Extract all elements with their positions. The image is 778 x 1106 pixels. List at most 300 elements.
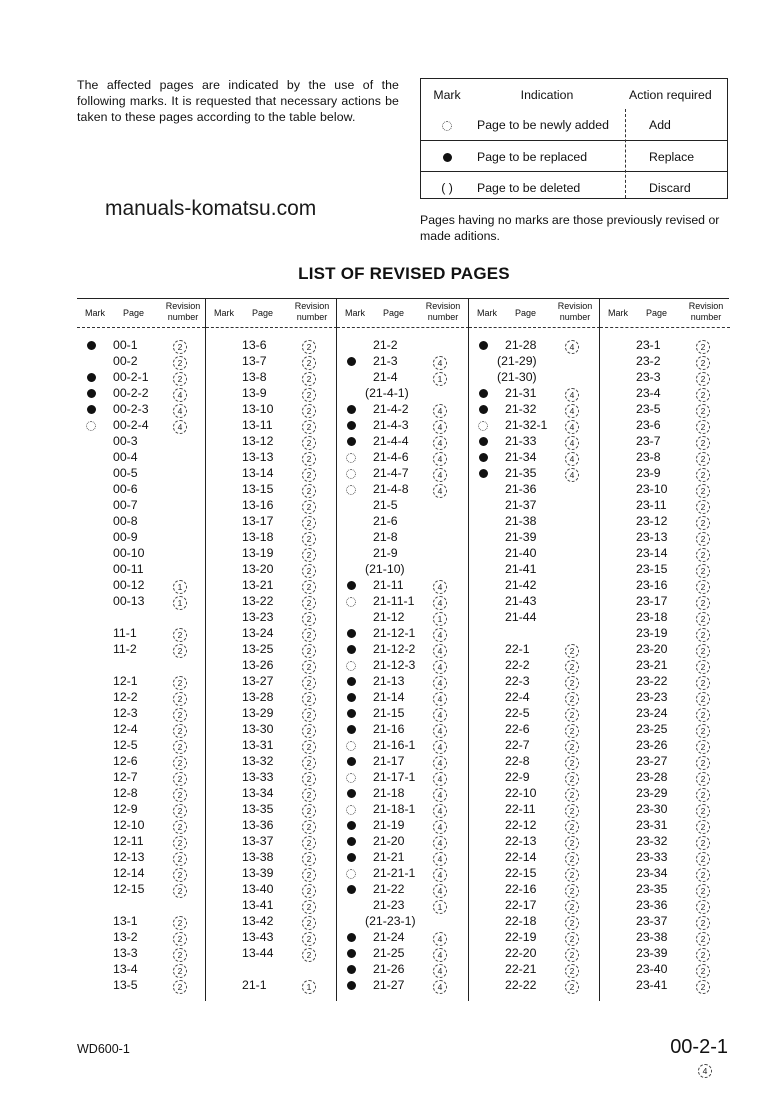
table-row: [77, 370, 205, 386]
revision-cell: [565, 707, 579, 721]
revision-cell: [173, 339, 187, 353]
page-cell: 13-4: [113, 962, 138, 976]
table-row: [77, 450, 205, 466]
revision-cell: [696, 435, 710, 449]
revision-circle-icon: 4: [433, 852, 447, 866]
header-page: Page: [646, 308, 668, 318]
page-cell: 23-25: [636, 722, 668, 736]
revision-cell: [433, 467, 447, 481]
revision-cell: [696, 755, 710, 769]
page-cell: 21-2: [373, 338, 398, 352]
table-row: [600, 754, 730, 770]
revision-circle-icon: 2: [696, 772, 710, 786]
page-cell: 22-10: [505, 786, 537, 800]
page-cell: 13-26: [242, 658, 274, 672]
table-row: [337, 786, 469, 802]
page-cell: 22-2: [505, 658, 530, 672]
revision-circle-icon: 2: [565, 964, 579, 978]
revision-circle-icon: 2: [696, 644, 710, 658]
page-cell: 13-41: [242, 898, 274, 912]
page-cell: 12-5: [113, 738, 138, 752]
table-row: [600, 578, 730, 594]
page-cell: 21-18: [373, 786, 405, 800]
table-row: [206, 578, 337, 594]
page-cell: 23-10: [636, 482, 668, 496]
revision-cell: [433, 787, 447, 801]
revision-cell: [302, 739, 316, 753]
revision-cell: [565, 579, 579, 593]
header-page: Page: [123, 308, 145, 318]
filled-circle-icon: [345, 434, 357, 449]
header-page: Page: [383, 308, 405, 318]
page-cell: 13-44: [242, 946, 274, 960]
revision-cell: [565, 755, 579, 769]
revision-cell: [302, 819, 316, 833]
revision-circle-icon: 2: [565, 644, 579, 658]
revision-circle-icon: 2: [302, 356, 316, 370]
revision-circle-icon: 4: [565, 452, 579, 466]
revision-cell: [433, 963, 447, 977]
revision-cell: [565, 611, 579, 625]
revision-cell: [173, 899, 187, 913]
revision-circle-icon: 4: [173, 420, 187, 434]
filled-circle-icon: [345, 418, 357, 433]
revision-circle-icon: 2: [696, 564, 710, 578]
open-circle-icon: [345, 738, 357, 754]
table-row: [206, 914, 337, 930]
revision-circle-icon: 2: [302, 708, 316, 722]
page-cell: 22-3: [505, 674, 530, 688]
page-cell: 23-11: [636, 498, 667, 512]
revision-circle-icon: 4: [433, 436, 447, 450]
revision-circle-icon: 2: [696, 788, 710, 802]
revision-circle-icon: 2: [565, 660, 579, 674]
page-cell: 00-1: [113, 338, 138, 352]
page-cell: 13-43: [242, 930, 274, 944]
filled-circle-icon: [345, 882, 357, 897]
page-cell: 12-6: [113, 754, 138, 768]
page-cell: 23-23: [636, 690, 668, 704]
revision-cell: [696, 403, 710, 417]
table-row: [77, 914, 205, 930]
page-cell: 21-18-1: [373, 802, 416, 816]
revision-circle-icon: 2: [302, 516, 316, 530]
table-row: [600, 498, 730, 514]
revision-circle-icon: 4: [173, 404, 187, 418]
revision-circle-icon: 2: [302, 836, 316, 850]
table-row: [337, 530, 469, 546]
table-row: [77, 690, 205, 706]
table-row: [469, 578, 600, 594]
revision-cell: [565, 883, 579, 897]
page-cell: 21-6: [373, 514, 398, 528]
revision-cell: [302, 787, 316, 801]
revision-cell: [173, 563, 187, 577]
table-row: [206, 626, 337, 642]
filled-circle-icon: [477, 338, 489, 353]
revision-cell: [696, 963, 710, 977]
revision-cell: [696, 707, 710, 721]
table-row: [206, 610, 337, 626]
revision-circle-icon: 2: [302, 580, 316, 594]
page-cell: 21-13: [373, 674, 405, 688]
filled-circle-icon: [345, 850, 357, 865]
table-row: [77, 338, 205, 354]
page-cell: 23-33: [636, 850, 668, 864]
page-cell: 13-2: [113, 930, 138, 944]
revision-cell: [433, 851, 447, 865]
page-cell: 23-31: [636, 818, 668, 832]
footer-model: WD600-1: [77, 1042, 130, 1056]
revision-cell: [565, 851, 579, 865]
table-row: [77, 802, 205, 818]
revision-circle-icon: 2: [696, 804, 710, 818]
page-cell: 13-35: [242, 802, 274, 816]
revision-cell: [696, 691, 710, 705]
revision-circle-icon: 4: [433, 676, 447, 690]
page-cell: 23-6: [636, 418, 661, 432]
revision-cell: [302, 339, 316, 353]
page-cell: 22-13: [505, 834, 537, 848]
revision-cell: [302, 755, 316, 769]
column-header: [77, 299, 205, 328]
table-row: [600, 610, 730, 626]
table-row: [206, 866, 337, 882]
revision-circle-icon: 2: [696, 372, 710, 386]
revision-cell: [173, 499, 187, 513]
revision-cell: [433, 419, 447, 433]
revision-circle-icon: 2: [565, 740, 579, 754]
page-cell: 12-1: [113, 674, 138, 688]
revision-circle-icon: 2: [696, 484, 710, 498]
header-mark: Mark: [345, 308, 365, 318]
revision-circle-icon: 4: [433, 836, 447, 850]
page-cell: 13-21: [242, 578, 274, 592]
table-row: [206, 690, 337, 706]
table-row: [337, 866, 469, 882]
page-cell: 21-12-2: [373, 642, 416, 656]
revision-circle-icon: 2: [173, 852, 187, 866]
table-row: [337, 354, 469, 370]
page-cell: 21-31: [505, 386, 537, 400]
revision-circle-icon: 4: [565, 404, 579, 418]
table-row: [600, 482, 730, 498]
revision-circle-icon: 4: [433, 644, 447, 658]
filled-circle-icon: [85, 370, 97, 385]
legend-header-action: Action required: [629, 88, 712, 102]
revision-cell: [565, 803, 579, 817]
revision-cell: [173, 659, 187, 673]
page-cell: 13-17: [242, 514, 274, 528]
table-row: [77, 834, 205, 850]
table-row: [600, 978, 730, 994]
page-cell: 13-9: [242, 386, 267, 400]
table-row: [469, 370, 600, 386]
header-revision: Revision number: [688, 301, 724, 322]
table-row: [77, 946, 205, 962]
filled-circle-icon: [345, 722, 357, 737]
page-cell: 00-10: [113, 546, 145, 560]
page-cell: (21-4-1): [365, 386, 409, 400]
revision-circle-icon: 4: [433, 788, 447, 802]
revision-cell: [433, 723, 447, 737]
table-row: [600, 898, 730, 914]
filled-circle-icon: [477, 402, 489, 417]
revision-circle-icon: 4: [433, 772, 447, 786]
filled-circle-icon: [477, 466, 489, 481]
page-cell: 13-1: [113, 914, 138, 928]
revision-circle-icon: 2: [173, 820, 187, 834]
revision-cell: [696, 451, 710, 465]
page-cell: 21-35: [505, 466, 537, 480]
revision-cell: [302, 851, 316, 865]
page-cell: 00-2-1: [113, 370, 149, 384]
legend-header-row: [421, 79, 727, 111]
revision-cell: [433, 611, 447, 625]
page-cell: 23-39: [636, 946, 668, 960]
revision-circle-icon: 4: [433, 884, 447, 898]
filled-circle-icon: [345, 674, 357, 689]
page-cell: 23-28: [636, 770, 668, 784]
open-circle-icon: [345, 866, 357, 882]
table-row: [600, 914, 730, 930]
table-row: [600, 770, 730, 786]
revision-circle-icon: 2: [302, 388, 316, 402]
revision-circle-icon: 2: [696, 964, 710, 978]
table-row: [206, 434, 337, 450]
revision-cell: [302, 499, 316, 513]
page-cell: 23-1: [636, 338, 661, 352]
table-row: [469, 850, 600, 866]
table-row: [469, 866, 600, 882]
revision-circle-icon: 2: [565, 836, 579, 850]
revision-circle-icon: 2: [302, 532, 316, 546]
revision-circle-icon: 2: [302, 900, 316, 914]
page-cell: 23-2: [636, 354, 661, 368]
revision-cell: [696, 595, 710, 609]
revision-cell: [302, 643, 316, 657]
table-row: [77, 498, 205, 514]
revision-cell: [302, 467, 316, 481]
revision-circle-icon: 2: [173, 772, 187, 786]
table-row: [600, 386, 730, 402]
table-row: [337, 978, 469, 994]
table-row: [469, 514, 600, 530]
revision-circle-icon: 1: [173, 580, 187, 594]
page-cell: 13-13: [242, 450, 274, 464]
revision-circle-icon: 2: [696, 740, 710, 754]
revision-circle-icon: 2: [565, 788, 579, 802]
revision-circle-icon: 1: [173, 596, 187, 610]
revision-cell: [565, 947, 579, 961]
page-cell: 21-39: [505, 530, 537, 544]
revision-cell: [173, 675, 187, 689]
table-row: [77, 770, 205, 786]
table-row: [337, 658, 469, 674]
revision-circle-icon: 2: [173, 708, 187, 722]
page-cell: 21-27: [373, 978, 405, 992]
page-cell: 23-34: [636, 866, 668, 880]
legend-action: Replace: [649, 150, 695, 164]
table-row: [600, 674, 730, 690]
revision-cell: [173, 691, 187, 705]
table-row: [600, 722, 730, 738]
page-cell: 23-38: [636, 930, 668, 944]
legend-indication: Page to be deleted: [477, 181, 581, 195]
table-row: [600, 834, 730, 850]
table-row: [77, 578, 205, 594]
revision-circle-icon: 2: [302, 372, 316, 386]
revision-circle-icon: 2: [696, 596, 710, 610]
page-cell: 22-18: [505, 914, 537, 928]
revision-cell: [173, 915, 187, 929]
filled-circle-icon: [421, 150, 473, 165]
revision-cell: [565, 643, 579, 657]
table-row: [600, 930, 730, 946]
revision-circle-icon: 2: [302, 660, 316, 674]
revision-circle-icon: 2: [302, 644, 316, 658]
table-row: [77, 898, 205, 914]
revision-circle-icon: 2: [696, 452, 710, 466]
page-cell: 13-29: [242, 706, 274, 720]
revision-circle-icon: 2: [696, 852, 710, 866]
table-row: [469, 530, 600, 546]
revision-circle-icon: 2: [302, 452, 316, 466]
table-row: [77, 354, 205, 370]
revision-cell: [565, 387, 579, 401]
open-circle-icon: [345, 482, 357, 498]
table-row: [337, 882, 469, 898]
revision-circle-icon: 2: [302, 804, 316, 818]
revision-circle-icon: 2: [696, 884, 710, 898]
page-cell: 23-13: [636, 530, 668, 544]
page-cell: 21-3: [373, 354, 398, 368]
revision-cell: [696, 819, 710, 833]
revision-cell: [433, 627, 447, 641]
revision-circle-icon: 2: [173, 884, 187, 898]
revision-circle-icon: 4: [565, 388, 579, 402]
table-row: [206, 498, 337, 514]
table-row: [600, 594, 730, 610]
table-row: [469, 738, 600, 754]
revision-cell: [173, 547, 187, 561]
table-row: [469, 802, 600, 818]
revision-circle-icon: 2: [173, 980, 187, 994]
revision-cell: [173, 851, 187, 865]
table-row: [337, 930, 469, 946]
revision-cell: [565, 467, 579, 481]
revision-circle-icon: 2: [696, 932, 710, 946]
revision-cell: [173, 723, 187, 737]
table-row: [206, 450, 337, 466]
page-cell: 23-22: [636, 674, 668, 688]
revision-cell: [173, 515, 187, 529]
table-row: [206, 834, 337, 850]
page-cell: 23-26: [636, 738, 668, 752]
revision-cell: [173, 419, 187, 433]
page-cell: 21-40: [505, 546, 537, 560]
table-row: [600, 946, 730, 962]
table-row: [337, 594, 469, 610]
table-row: [206, 418, 337, 434]
revision-circle-icon: 2: [565, 948, 579, 962]
page-cell: 22-6: [505, 722, 530, 736]
revision-cell: [302, 915, 316, 929]
page-cell: 23-19: [636, 626, 668, 640]
open-circle-icon: [345, 594, 357, 610]
revision-cell: [302, 723, 316, 737]
revision-circle-icon: 2: [173, 372, 187, 386]
page-cell: 23-35: [636, 882, 668, 896]
page-cell: 00-7: [113, 498, 138, 512]
page-cell: 22-15: [505, 866, 537, 880]
revision-circle-icon: 2: [173, 868, 187, 882]
table-row: [600, 466, 730, 482]
table-row: [337, 914, 469, 930]
page-cell: 00-2-2: [113, 386, 149, 400]
page-cell: 13-40: [242, 882, 274, 896]
table-row: [469, 898, 600, 914]
revision-circle-icon: 2: [173, 948, 187, 962]
revised-pages-table: [77, 298, 729, 1001]
revision-cell: [433, 931, 447, 945]
table-row: [77, 930, 205, 946]
open-circle-icon: [345, 658, 357, 674]
page-cell: (21-23-1): [365, 914, 416, 928]
page-cell: 23-7: [636, 434, 661, 448]
revision-cell: [173, 867, 187, 881]
revision-circle-icon: 2: [302, 420, 316, 434]
table-row: [600, 402, 730, 418]
revision-cell: [173, 771, 187, 785]
table-row: [469, 402, 600, 418]
revision-cell: [433, 547, 447, 561]
table-row: [469, 594, 600, 610]
revision-circle-icon: 4: [698, 1064, 712, 1078]
revision-circle-icon: 4: [433, 420, 447, 434]
table-row: [77, 658, 205, 674]
revision-cell: [433, 675, 447, 689]
page-cell: 23-16: [636, 578, 668, 592]
page-cell: 23-3: [636, 370, 661, 384]
header-revision: Revision number: [425, 301, 461, 322]
table-row: [77, 754, 205, 770]
table-row: [77, 882, 205, 898]
revision-cell: [696, 339, 710, 353]
header-revision: Revision number: [557, 301, 593, 322]
revision-circle-icon: 2: [302, 772, 316, 786]
revision-cell: [696, 387, 710, 401]
table-row: [206, 658, 337, 674]
revision-cell: [696, 419, 710, 433]
revision-circle-icon: 2: [696, 836, 710, 850]
page-cell: 13-14: [242, 466, 274, 480]
page-cell: 21-37: [505, 498, 537, 512]
page-cell: 23-14: [636, 546, 668, 560]
revision-cell: [433, 819, 447, 833]
revision-cell: [173, 931, 187, 945]
revision-circle-icon: 4: [433, 452, 447, 466]
revision-circle-icon: 4: [433, 596, 447, 610]
column-header: [600, 299, 730, 328]
table-row: [337, 338, 469, 354]
revision-cell: [565, 787, 579, 801]
table-row: [77, 978, 205, 994]
table-row: [77, 482, 205, 498]
table-row: [600, 658, 730, 674]
revision-cell: [696, 355, 710, 369]
page-cell: 12-9: [113, 802, 138, 816]
